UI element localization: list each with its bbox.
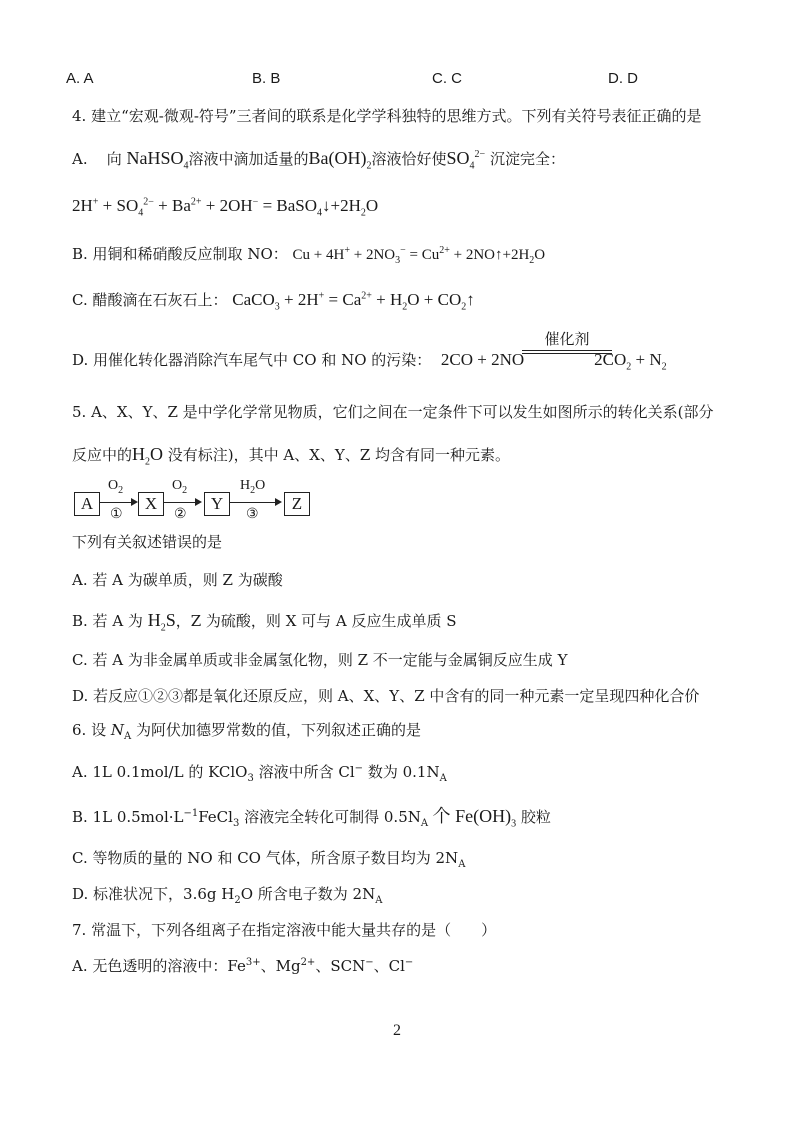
- step-1: ①: [110, 507, 123, 522]
- q6-option-d: D. 标准状况下，3.6g $H_2O$ 所含电子数为 $2N_A$: [72, 885, 383, 906]
- q5-option-b: B. 若 A 为 $H_2S$，Z 为硫酸，则 X 可与 A 反应生成单质 S: [72, 610, 457, 634]
- q7-stem: 7. 常温下，下列各组离子在指定溶液中能大量共存的是（ ）: [72, 921, 497, 939]
- q6-option-a: A. 1L 0.1mol/L 的 KClO$_3$ 溶液中所含 Cl− 数为 $0.1N_A$: [72, 763, 447, 784]
- page-number: 2: [393, 1022, 401, 1039]
- conversion-diagram: [74, 478, 314, 532]
- option-d: D. D: [608, 70, 638, 87]
- node-z: Z: [284, 492, 310, 516]
- q6-option-b: B. 1L $0.5mol\cdot L^{-1}FeCl_3$ 溶液完全转化可制得 $0.5N_A$ 个 $Fe(OH)_3$ 胶粒: [72, 806, 551, 830]
- q7-option-a: A. 无色透明的溶液中：$Fe^{3+}$、$Mg^{2+}$、SCN−、Cl−: [72, 957, 414, 975]
- catalyst-arrow: [522, 330, 612, 354]
- q4-option-a-equation: $2H^+ + SO_4^{2-} + Ba^{2+} + 2OH^-$ = $BaSO_4↓+2H_2O$: [72, 196, 379, 219]
- q5-stem-line2: 反应中的$H_2O$ 没有标注)，其中 A、X、Y、Z 均含有同一种元素。: [72, 444, 511, 468]
- q5-option-a: A. 若 A 为碳单质，则 Z 为碳酸: [72, 571, 283, 589]
- option-b: B. B: [252, 70, 281, 87]
- q4-option-b: B. 用铜和稀硝酸反应制取 NO： $Cu + 4H^+ + 2NO_3^- = Cu^{2+}$ + $2NO↑+2H_2O$: [72, 245, 546, 266]
- q4-option-c: C. 醋酸滴在石灰石上： CaCO$_3$ + $2H^+ = Ca^{2+} + H_2O$ + $CO_2↑$: [72, 290, 475, 313]
- step-3: ③: [246, 507, 259, 522]
- catalyst-label: 催化剂: [544, 330, 590, 348]
- arrow-2: [164, 502, 200, 503]
- q6-stem: 6. 设 $N_A$ 为阿伏加德罗常数的值，下列叙述正确的是: [72, 721, 421, 742]
- arrow-1: [100, 502, 136, 503]
- option-a: A. A: [66, 70, 94, 87]
- node-x: X: [138, 492, 164, 516]
- arrow-3: [230, 502, 280, 503]
- option-c: C. C: [432, 70, 462, 87]
- node-a: A: [74, 492, 100, 516]
- q5-prompt: 下列有关叙述错误的是: [72, 533, 223, 551]
- reagent-3: $H_2O$: [240, 478, 266, 496]
- q5-option-d: D. 若反应①②③都是氧化还原反应，则 A、X、Y、Z 中含有的同一种元素一定呈现四种化合价: [72, 687, 700, 705]
- node-y: Y: [204, 492, 230, 516]
- q4-stem: 4. 建立“宏观-微观-符号”三者间的联系是化学学科独特的思维方式。下列有关符号表征正确的是: [72, 107, 702, 125]
- q4-option-a: A. 向 NaHSO$_4$溶液中滴加适量的$Ba(OH)_2$溶液恰好使$SO_4^{2-}$ 沉淀完全：: [72, 148, 565, 172]
- q4-option-d: D. 用催化转化器消除汽车尾气中 CO 和 NO 的污染： 2CO + 2NO $2CO_2 + N_2$: [72, 350, 667, 373]
- q6-option-c: C. 等物质的量的 NO 和 CO 气体，所含原子数目均为 $2N_A$: [72, 849, 466, 870]
- reagent-2: $O_2$: [172, 478, 188, 496]
- q5-option-c: C. 若 A 为非金属单质或非金属氢化物，则 Z 不一定能与金属铜反应生成 Y: [72, 651, 568, 669]
- q5-stem-line1: 5. A、X、Y、Z 是中学化学常见物质，它们之间在一定条件下可以发生如图所示的转化关系(部分: [72, 403, 714, 421]
- reagent-1: $O_2$: [108, 478, 124, 496]
- step-2: ②: [174, 507, 187, 522]
